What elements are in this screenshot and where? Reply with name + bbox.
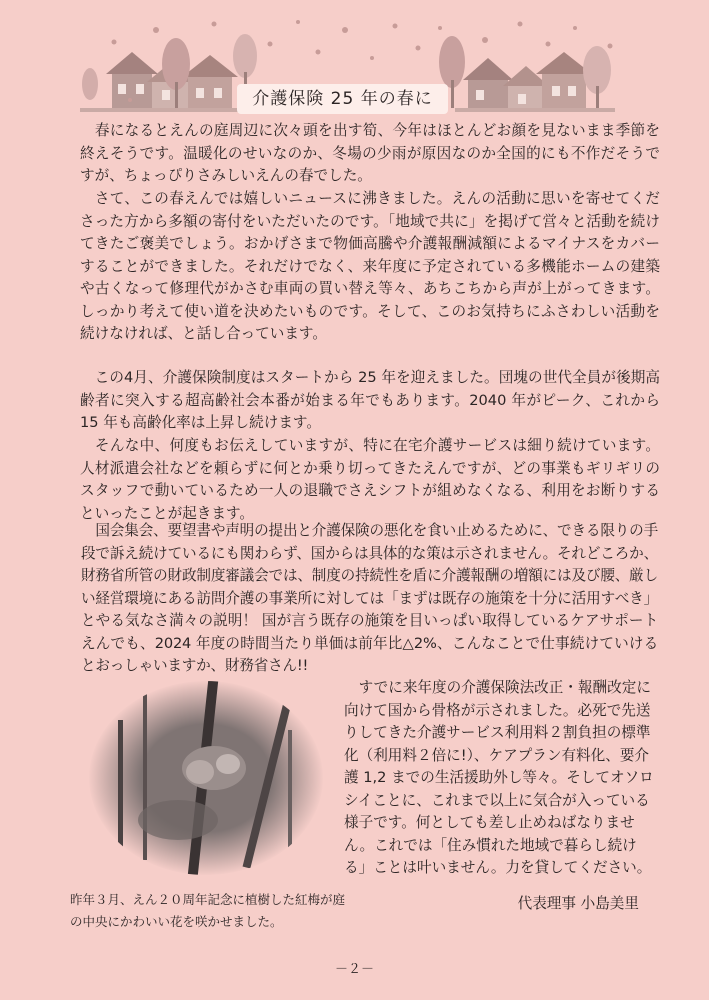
paragraph-home-care-shortage: そんな中、何度もお伝えしていますが、特に在宅介護サービスは細り続けています。人材派遣会社などを頼らずに何とか乗り切ってきたえんですが、どの事業もギリギリのスタッフで動いているため一人の退職でさえシフトが組めなくなる、利用をお断りするといったことが起きます。: [80, 437, 660, 522]
signature: 代表理事 小島美里: [517, 895, 639, 912]
left-house-row: [80, 52, 240, 112]
paragraph-care-insurance-25-years: この4月、介護保険制度はスタートから 25 年を迎えました。団塊の世代全員が後期高齢者に突入する超高齢社会本番が始まる年でもあります。2040 年がピーク、これから 15 年も高齢化率は上昇し続けます。: [80, 369, 660, 431]
paragraph-law-revision: すでに来年度の介護保険法改正・報酬改定に向けて国から骨格が示されました。必死で先送りしてきた介護サービス利用料２割負担の標準化（利用料２倍に!）、ケアプラン有料化、要介護 1,2 までの生活援助外し等々。そしてオソロシイことに、これまで以上に気合が入っている様子です。何としても差し止めねばなりません。これでは「住み慣れた地域で暮らし続ける」ことは叶いません。力を貸してください。: [344, 679, 654, 876]
paragraph-spring-bamboo: 春になるとえんの庭周辺に次々頭を出す筍、今年はほとんどお顔を見ないまま季節を終えそうです。温暖化のせいなのか、冬場の少雨が原因なのか全国的にも不作だそうですが、ちょっぴりさみしいえんの春でした。: [80, 122, 660, 184]
page-number: －２－: [334, 962, 374, 977]
photo-caption: 昨年３月、えん２０周年記念に植樹した紅梅が庭の中央にかわいい花を咲かせました。: [70, 892, 346, 929]
paragraph-government-response: 国会集会、要望書や声明の提出と介護保険の悪化を食い止めるために、できる限りの手段で訴え続けているにも関わらず、国からは具体的な策は示されません。それどころか、財務省所管の財政制度審議会では、制度の持続性を盾に介護報酬の増額には及び腰、厳しい経営環境にある訪問介護の事業所に対しては「まずは既存の施策を十分に活用すべき」とやる気なさ満々の説明！ 国が言う既存の施策を目いっぱい取得しているケアサポートえんでも、2024 年度の時間当たり単価は前年比△2%、こんなことで仕事続けていけるとおっしゃいますか、財務省さん!!: [81, 522, 658, 674]
article-title: 介護保険 25 年の春に: [237, 84, 448, 114]
paragraph-donation-news: さて、この春えんでは嬉しいニュースに沸きました。えんの活動に思いを寄せてくださった方から多額の寄付をいただいたのです。「地域で共に」を掲げて営々と活動を続けてきたご褒美でしょう。おかげさまで物価高騰や介護報酬減額によるマイナスをカバーすることができました。それだけでなく、来年度に予定されている多機能ホームの建築や古くなって修理代がかさむ車両の買い替え等々、あちこちから声が上がってきます。しっかり考えて使い道を決めたいものです。そして、このお気持ちにふさわしい活動を続けなければ、と話し合っています。: [80, 190, 660, 342]
plum-tree-photo: [88, 680, 324, 876]
